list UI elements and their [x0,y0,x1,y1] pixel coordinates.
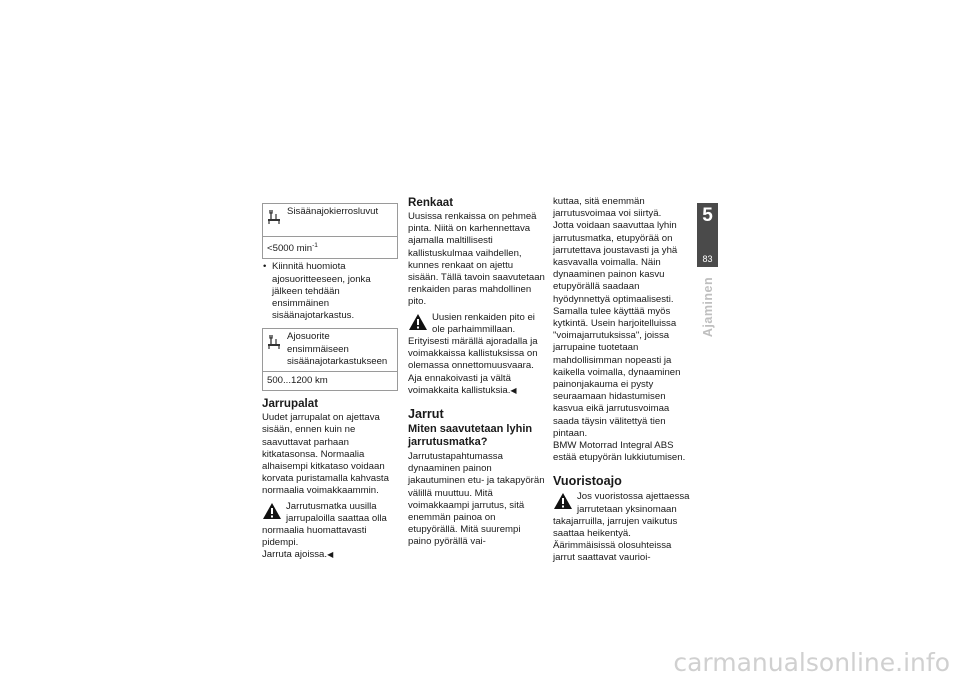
page-number: 83 [702,254,713,264]
warning-block [553,491,690,564]
section-title: Ajaminen [701,276,715,338]
paragraph: Uusissa renkaissa on pehmeä pinta. Niitä on karhennettava ajamalla maltillisesti kallistuskulmaa vaihdellen, kunnes renkaat on ajettu sisään. Tällä tavoin saavutetaan renkaiden paras mahdollinen pito. [408,211,545,308]
column-right [553,196,690,565]
spec-box-break-in-distance [262,328,398,391]
section-side-label [700,272,716,342]
warning-icon [553,492,573,510]
warning-text-end: Aja ennakoivasti ja vältä voimakkaita kallistuksia. [408,372,511,396]
spec-box-header [263,329,397,372]
spec-label: Sisäänajokierrosluvut [287,206,379,217]
warning-icon [408,313,428,331]
paragraph: kuttaa, sitä enemmän jarrutusvoimaa voi siirtyä. [553,196,662,220]
warning-text-end: Jarruta ajoissa. [262,549,328,561]
column-middle [408,196,545,549]
heading-renkaat: Renkaat [408,196,454,209]
spec-value-text: <5000 min [267,243,313,255]
paragraph: Jarrutustapahtumassa dynaaminen painon jakautuminen etu- ja takapyörän välillä muuttuu. Mitä voimakkaampi jarrutus, sitä enemmän painoa on etupyörällä. Mitä suurempi paino pyörällä vai- [408,451,545,548]
column-left [262,203,398,562]
chapter-number: 5 [702,205,713,226]
end-mark-icon: ◀ [510,385,517,395]
spec-label: Ajosuorite ensimmäiseen sisäänajotarkastukseen [287,331,388,367]
spec-value: 500...1200 km [267,375,328,387]
wrench-icon [267,334,281,350]
subheading-jarrutusmatka: Miten saavutetaan lyhin jarrutusmatka? [408,423,533,449]
chapter-tab [697,203,718,267]
watermark: carmanualsonline.info [673,648,950,677]
warning-text: Jarrutusmatka uusilla jarrupaloilla saattaa olla normaalia huomattavasti pidempi. [262,500,387,549]
list-item [262,261,398,322]
spec-box-header [263,204,397,237]
end-mark-icon: ◀ [327,550,334,560]
paragraph: Jotta voidaan saavuttaa lyhin jarrutusmatka, etupyörää on jarrutettava joustavasti ja yhä kasvavalla voimalla. Näin dynaaminen painon kasvu etupyörällä saadaan hyödynnettyä optimaalisesti. Samalla tulee käyttää myös kytkintä. Usein harjoitelluissa "voimajarrutuksissa", joissa jarrupaine tuotetaan mahdollisimman nopeasti ja kaikella voimalla, dynaaminen painonjakauma ei pysty seuraamaan hidastumisen kasvua eikä jarrutusvoimaa saada täysin välitettyä tien pintaan. [553,220,681,439]
warning-icon [262,502,282,520]
heading-vuoristoajo: Vuoristoajo [553,474,622,489]
spec-value-sup: -1 [312,242,318,249]
paragraph: Uudet jarrupalat on ajettava sisään, ennen kuin ne saavuttavat parhaan kitkatasonsa. Normaalia alhaisempi kitkataso voidaan korvata puristamalla kahvasta normaalia voimakkaammin. [262,412,389,497]
warning-block [408,312,545,397]
bullet-text: Kiinnitä huomiota ajosuoritteeseen, jonka jälkeen tehdään ensimmäinen sisäänajotarkastus. [272,261,371,322]
spec-value [263,237,397,258]
bullet-dot-icon: • [263,261,267,273]
spec-box-break-in-rpm [262,203,398,259]
warning-text: Jos vuoristossa ajettaessa jarrutetaan yksinomaan takajarruilla, jarrujen vaikutus saattaa heikentyä. Äärimmäisissä olosuhteissa jarrut saattavat vaurioi- [553,491,690,564]
paragraph: BMW Motorrad Integral ABS estää etupyörän lukkiutumisen. [553,440,686,464]
heading-jarrut: Jarrut [408,407,444,422]
wrench-icon [267,209,281,225]
heading-jarrupalat: Jarrupalat [262,397,319,411]
warning-block [262,501,398,562]
warning-text: Uusien renkaiden pito ei ole parhaimmillaan. Erityisesti märällä ajoradalla ja voimakkaissa kallistuksissa on olemassa onnettomuusvaara. [408,311,538,372]
